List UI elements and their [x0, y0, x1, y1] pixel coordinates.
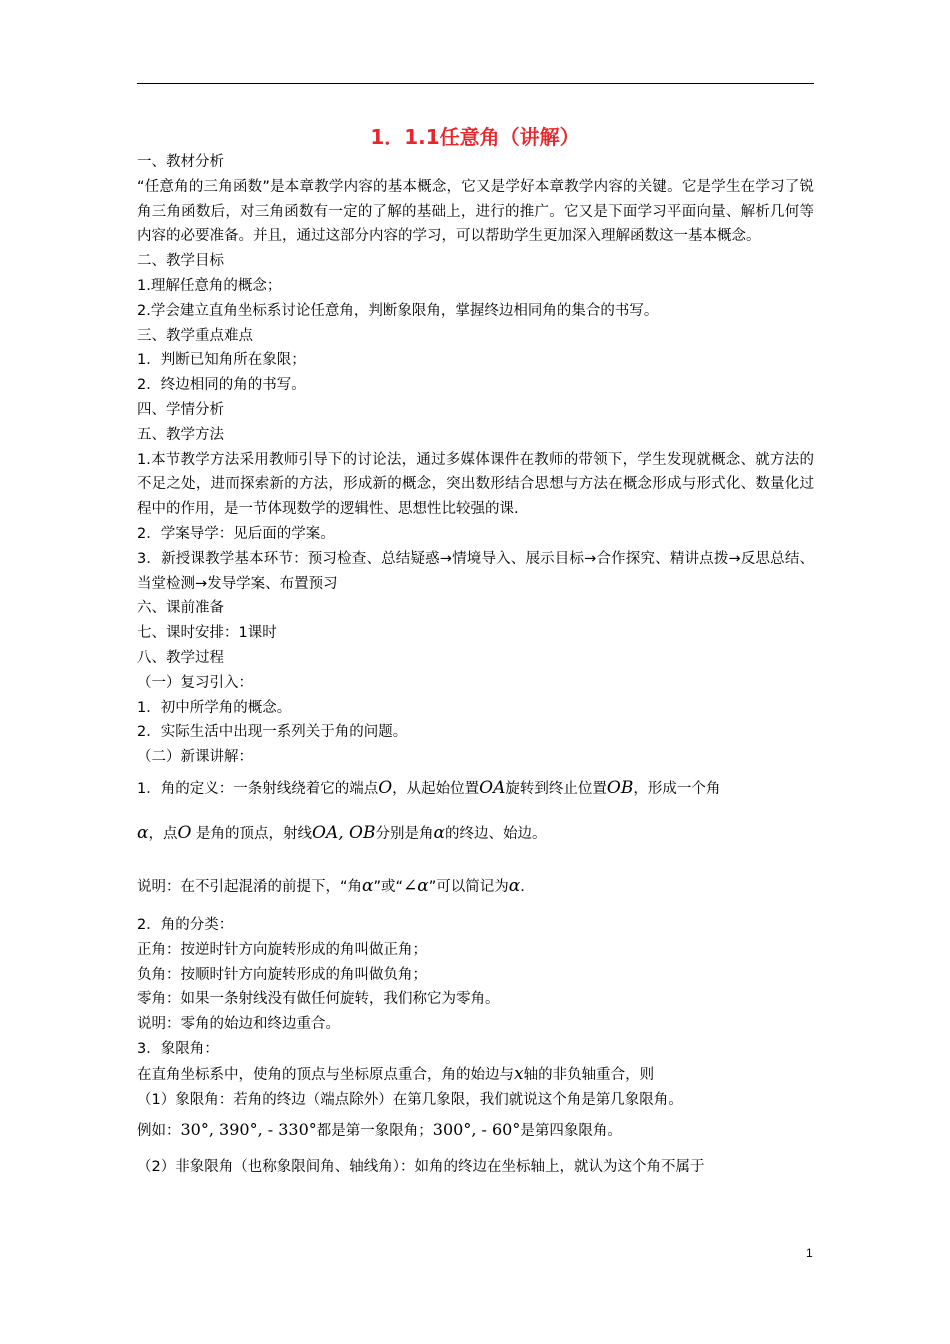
list-item: 3．新授课教学基本环节：预习检查、总结疑惑→情境导入、展示目标→合作探究、精讲点拨→反思总结、当堂检测→发导学案、布置预习 — [137, 550, 814, 592]
text-run: 例如： — [137, 1123, 181, 1140]
list-item: 1．判断已知角所在象限； — [137, 352, 306, 369]
section-heading-2: 二、教学目标 — [137, 253, 224, 270]
math-angle-alpha: ∠α — [403, 875, 429, 896]
list-item: 2．终边相同的角的书写。 — [137, 377, 306, 394]
math-OA-OB: OA, OB — [312, 822, 376, 843]
document-body — [137, 150, 814, 1185]
quadrant-intro — [137, 1062, 814, 1088]
list-item: 2．学案导学：见后面的学案。 — [137, 525, 335, 542]
text-run: ，从起始位置 — [392, 780, 480, 797]
list-item: 零角：如果一条射线没有做任何旋转，我们称它为零角。 — [137, 991, 500, 1008]
subsection-heading-quadrant: 3．象限角： — [137, 1040, 219, 1057]
text-run: 都是第一象限角； — [316, 1123, 433, 1140]
section-heading-1: 一、教材分析 — [137, 154, 224, 170]
list-item: 正角：按逆时针方向旋转形成的角叫做正角； — [137, 941, 427, 958]
text-run: ”或“ — [373, 878, 404, 895]
section-heading-6: 六、课前准备 — [137, 600, 224, 617]
section-heading-5: 五、教学方法 — [137, 426, 224, 443]
math-O: O — [378, 777, 393, 798]
subsection-heading-newlesson: （二）新课讲解： — [137, 749, 253, 766]
note-line — [137, 860, 814, 913]
list-item: （2）非象限角（也称象限间角、轴线角）：如角的终边在坐标轴上，就认为这个角不属于 — [137, 1159, 705, 1176]
list-item: 2．实际生活中出现一系列关于角的问题。 — [137, 724, 408, 741]
list-item: 1.本节教学方法采用教师引导下的讨论法，通过多媒体课件在教师的带领下，学生发现就概念、就方法的不足之处，进而探索新的方法，形成新的概念，突出数形结合思想与方法在概念形成与形式化、数量化过程中的作用，是一节体现数学的逻辑性、思想性比较强的课. — [137, 451, 814, 518]
text-run: ”可以简记为 — [428, 878, 509, 895]
header-rule — [137, 83, 814, 84]
text-run: 是角的顶点，射线 — [191, 825, 313, 842]
text-run: 在直角坐标系中，使角的顶点与坐标原点重合，角的始边与 — [137, 1066, 514, 1083]
text-run: . — [520, 878, 525, 895]
page-number: 1 — [806, 1246, 813, 1260]
subsection-heading-classification: 2．角的分类： — [137, 916, 234, 933]
list-item: 2.学会建立直角坐标系讨论任意角，判断象限角，掌握终边相同角的集合的书写。 — [137, 302, 659, 319]
page-title: 1．1.1任意角（讲解） — [370, 125, 580, 149]
section-heading-8: 八、教学过程 — [137, 649, 224, 666]
list-item: 1．初中所学角的概念。 — [137, 699, 292, 716]
text-run: 是第四象限角。 — [520, 1123, 622, 1140]
text-run: 说明：在不引起混淆的前提下，“角 — [137, 878, 363, 895]
text-run: 的终边、始边。 — [444, 825, 547, 842]
math-alpha: α — [137, 822, 149, 843]
list-item: 1.理解任意角的概念； — [137, 277, 282, 294]
definition-line-2 — [137, 807, 814, 860]
list-item: （1）象限角：若角的终边（端点除外）在第几象限，我们就说这个角是第几象限角。 — [137, 1091, 683, 1108]
math-example-1: 30°, 390°, - 330° — [180, 1120, 317, 1140]
math-alpha: α — [433, 822, 445, 843]
paragraph-1: “任意角的三角函数”是本章教学内容的基本概念，它又是学好本章教学内容的关键。它是学生在学习了锐角三角函数后，对三角函数有一定的了解的基础上，进行的推广。它又是下面学习平面向量、解析几何等内容的必要准备。并且，通过这部分内容的学习，可以帮助学生更加深入理解函数这一基本概念。 — [137, 178, 814, 245]
subsection-heading-review: （一）复习引入： — [137, 674, 253, 691]
text-run: ，形成一个角 — [633, 780, 721, 797]
math-O: O — [177, 822, 192, 843]
text-run: ，点 — [148, 825, 178, 842]
section-heading-3: 三、教学重点难点 — [137, 327, 253, 344]
section-heading-7: 七、课时安排：1课时 — [137, 625, 277, 642]
example-line — [137, 1112, 814, 1149]
definition-line-1 — [137, 770, 814, 807]
math-x: x — [514, 1063, 524, 1084]
math-example-2: 300°, - 60° — [432, 1120, 521, 1140]
list-item: 说明：零角的始边和终边重合。 — [137, 1016, 340, 1033]
math-alpha: α — [362, 875, 374, 896]
text-run: 1．角的定义：一条射线绕着它的端点 — [137, 780, 379, 797]
list-item: 负角：按顺时针方向旋转形成的角叫做负角； — [137, 966, 427, 983]
math-alpha: α — [508, 875, 521, 896]
math-OA: OA — [479, 777, 506, 798]
text-run: 分别是角 — [375, 825, 434, 842]
section-heading-4: 四、学情分析 — [137, 401, 224, 418]
math-OB: OB — [606, 777, 634, 798]
text-run: 轴的非负轴重合，则 — [523, 1066, 655, 1083]
text-run: 旋转到终止位置 — [505, 780, 607, 797]
